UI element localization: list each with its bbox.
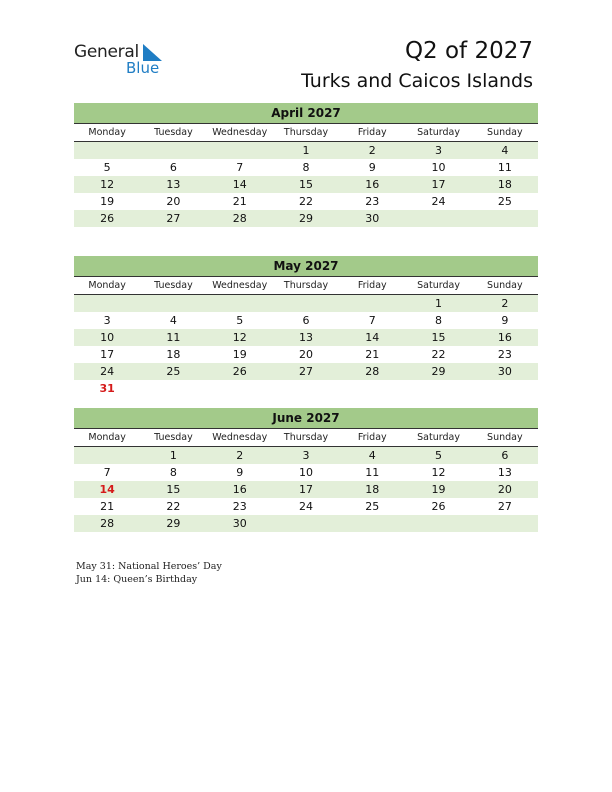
weekday-label: Wednesday	[212, 432, 268, 443]
day-cell	[339, 380, 405, 397]
weekday-label: Tuesday	[154, 127, 193, 138]
day-cell	[140, 295, 206, 312]
weekday-label: Wednesday	[212, 280, 268, 291]
day-cell: 16	[365, 178, 380, 191]
day-cell: 7	[368, 314, 376, 327]
month-title: April 2027	[74, 103, 538, 124]
day-cell: 25	[497, 195, 512, 208]
day-cell: 8	[169, 466, 177, 479]
day-cell: 6	[302, 314, 310, 327]
day-cell: 23	[232, 500, 247, 513]
day-cell: 4	[501, 144, 509, 157]
month-calendar	[74, 103, 538, 227]
day-cell: 29	[298, 212, 313, 225]
day-cell: 27	[166, 212, 181, 225]
day-cell	[405, 210, 471, 227]
week-row	[74, 464, 538, 481]
day-cell: 16	[497, 331, 512, 344]
page-title: Q2 of 2027	[404, 38, 533, 64]
holiday-day-cell: 31	[99, 382, 115, 395]
month-calendar	[74, 408, 538, 532]
day-cell: 9	[368, 161, 376, 174]
day-cell: 4	[169, 314, 177, 327]
day-cell: 14	[365, 331, 380, 344]
day-cell: 8	[435, 314, 443, 327]
week-row	[74, 380, 538, 397]
holiday-notes	[76, 560, 222, 586]
day-cell: 14	[232, 178, 247, 191]
day-cell	[339, 515, 405, 532]
day-cell: 11	[365, 466, 380, 479]
weekday-label: Monday	[88, 127, 126, 138]
week-row	[74, 447, 538, 464]
day-cell	[140, 142, 206, 159]
day-cell: 30	[497, 365, 512, 378]
day-cell: 2	[501, 297, 509, 310]
day-cell: 8	[302, 161, 310, 174]
day-cell: 3	[435, 144, 443, 157]
day-cell: 13	[497, 466, 512, 479]
week-row	[74, 142, 538, 159]
page-subtitle: Turks and Caicos Islands	[301, 70, 533, 92]
weekday-label: Saturday	[417, 127, 460, 138]
day-cell: 15	[298, 178, 313, 191]
day-cell: 11	[497, 161, 512, 174]
weekday-label: Friday	[357, 432, 387, 443]
day-cell: 7	[103, 466, 111, 479]
day-cell: 15	[166, 483, 181, 496]
day-cell: 22	[431, 348, 446, 361]
day-cell: 21	[365, 348, 380, 361]
weekday-label: Monday	[88, 432, 126, 443]
day-cell	[273, 380, 339, 397]
day-cell: 27	[497, 500, 512, 513]
weekday-label: Monday	[88, 280, 126, 291]
day-cell: 7	[236, 161, 244, 174]
week-row	[74, 159, 538, 176]
day-cell: 12	[232, 331, 247, 344]
week-row	[74, 346, 538, 363]
weekday-label: Thursday	[283, 127, 329, 138]
weekday-label: Saturday	[417, 280, 460, 291]
day-cell: 1	[435, 297, 443, 310]
day-cell: 25	[365, 500, 380, 513]
month-title: May 2027	[74, 256, 538, 277]
holiday-day-cell: 14	[99, 483, 115, 496]
day-cell	[74, 142, 140, 159]
weekday-label: Thursday	[283, 280, 329, 291]
day-cell	[140, 380, 206, 397]
logo-word-general: General	[74, 42, 139, 62]
day-cell: 24	[100, 365, 115, 378]
day-cell: 9	[236, 466, 244, 479]
day-cell: 10	[298, 466, 313, 479]
day-cell: 12	[431, 466, 446, 479]
month-title: June 2027	[74, 408, 538, 429]
day-cell: 5	[435, 449, 443, 462]
day-cell: 13	[298, 331, 313, 344]
day-cell: 1	[169, 449, 177, 462]
day-cell	[273, 295, 339, 312]
day-cell: 18	[365, 483, 380, 496]
day-cell: 9	[501, 314, 509, 327]
day-cell: 11	[166, 331, 181, 344]
day-cell	[207, 295, 273, 312]
day-cell: 29	[166, 517, 181, 530]
day-cell: 20	[166, 195, 181, 208]
day-cell: 29	[431, 365, 446, 378]
day-cell: 28	[100, 517, 115, 530]
day-cell: 10	[100, 331, 115, 344]
day-cell: 5	[103, 161, 111, 174]
week-row	[74, 498, 538, 515]
day-cell: 17	[298, 483, 313, 496]
day-cell: 30	[365, 212, 380, 225]
day-cell: 13	[166, 178, 181, 191]
weekday-label: Sunday	[487, 127, 523, 138]
day-cell: 27	[298, 365, 313, 378]
day-cell: 5	[236, 314, 244, 327]
week-row	[74, 481, 538, 498]
day-cell	[405, 380, 471, 397]
weekday-label: Friday	[357, 280, 387, 291]
day-cell: 3	[103, 314, 111, 327]
day-cell: 25	[166, 365, 181, 378]
day-cell: 28	[365, 365, 380, 378]
day-cell: 24	[298, 500, 313, 513]
day-cell: 1	[302, 144, 310, 157]
day-cell	[405, 515, 471, 532]
day-cell: 19	[100, 195, 115, 208]
day-cell: 30	[232, 517, 247, 530]
day-cell: 28	[232, 212, 247, 225]
day-cell: 26	[100, 212, 115, 225]
weekday-label: Friday	[357, 127, 387, 138]
weekday-label: Sunday	[487, 280, 523, 291]
week-row	[74, 363, 538, 380]
day-cell: 18	[166, 348, 181, 361]
week-row	[74, 329, 538, 346]
weekday-header-row	[74, 124, 538, 142]
day-cell: 21	[232, 195, 247, 208]
day-cell: 19	[232, 348, 247, 361]
day-cell: 17	[100, 348, 115, 361]
day-cell: 2	[368, 144, 376, 157]
day-cell: 18	[497, 178, 512, 191]
weekday-label: Wednesday	[212, 127, 268, 138]
week-row	[74, 515, 538, 532]
day-cell	[472, 380, 538, 397]
week-row	[74, 210, 538, 227]
weekday-header-row	[74, 429, 538, 447]
day-cell: 2	[236, 449, 244, 462]
day-cell: 22	[298, 195, 313, 208]
month-calendar	[74, 256, 538, 397]
weekday-label: Saturday	[417, 432, 460, 443]
day-cell: 26	[232, 365, 247, 378]
day-cell: 6	[501, 449, 509, 462]
day-cell	[273, 515, 339, 532]
day-cell: 6	[169, 161, 177, 174]
weekday-header-row	[74, 277, 538, 295]
generalblue-logo	[74, 42, 174, 78]
day-cell: 24	[431, 195, 446, 208]
day-cell: 26	[431, 500, 446, 513]
day-cell	[207, 142, 273, 159]
day-cell: 4	[368, 449, 376, 462]
day-cell	[74, 447, 140, 464]
day-cell: 17	[431, 178, 446, 191]
day-cell: 20	[298, 348, 313, 361]
day-cell	[339, 295, 405, 312]
day-cell	[207, 380, 273, 397]
week-row	[74, 193, 538, 210]
day-cell: 10	[431, 161, 446, 174]
day-cell	[472, 515, 538, 532]
day-cell: 15	[431, 331, 446, 344]
week-row	[74, 176, 538, 193]
day-cell: 20	[497, 483, 512, 496]
holiday-note: May 31: National Heroes’ Day	[76, 561, 222, 572]
day-cell: 23	[497, 348, 512, 361]
weekday-label: Sunday	[487, 432, 523, 443]
day-cell	[74, 295, 140, 312]
day-cell: 3	[302, 449, 310, 462]
day-cell: 22	[166, 500, 181, 513]
logo-word-blue: Blue	[126, 59, 160, 77]
weekday-label: Thursday	[283, 432, 329, 443]
day-cell: 23	[365, 195, 380, 208]
day-cell: 12	[100, 178, 115, 191]
weekday-label: Tuesday	[154, 280, 193, 291]
week-row	[74, 312, 538, 329]
day-cell	[472, 210, 538, 227]
week-row	[74, 295, 538, 312]
day-cell: 21	[100, 500, 115, 513]
day-cell: 16	[232, 483, 247, 496]
holiday-note: Jun 14: Queen’s Birthday	[76, 574, 198, 585]
weekday-label: Tuesday	[154, 432, 193, 443]
day-cell: 19	[431, 483, 446, 496]
